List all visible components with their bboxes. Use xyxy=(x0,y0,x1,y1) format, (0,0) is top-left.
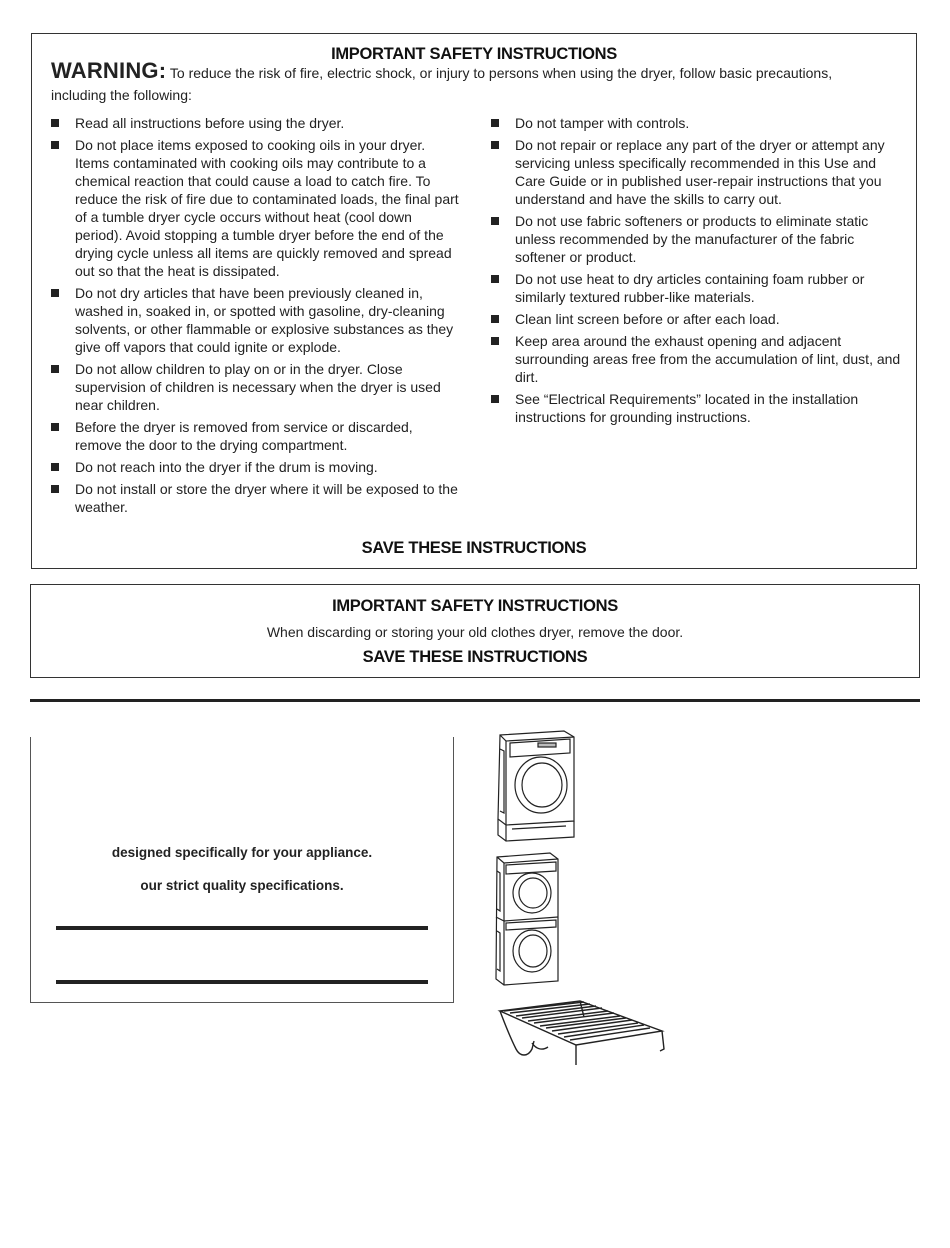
bullet-square-icon xyxy=(51,141,59,149)
parts-line-2: our strict quality specifications. xyxy=(140,878,344,893)
bullet-square-icon xyxy=(491,315,499,323)
parts-box xyxy=(30,737,454,1003)
list-item: See “Electrical Requirements” located in the installation instructions for grounding instructions. xyxy=(491,390,901,426)
list-item: Do not allow children to play on or in the dryer. Close supervision of children is necessary when the dryer is used near children. xyxy=(51,360,461,414)
list-item: Read all instructions before using the dryer. xyxy=(51,114,461,132)
parts-line-1: designed specifically for your appliance. xyxy=(111,845,373,860)
discard-title: IMPORTANT SAFETY INSTRUCTIONS xyxy=(332,597,618,615)
bullet-square-icon xyxy=(51,463,59,471)
safety-title: IMPORTANT SAFETY INSTRUCTIONS xyxy=(331,45,617,63)
discard-text: When discarding or storing your old clothes dryer, remove the door. xyxy=(266,624,684,640)
warning-statement xyxy=(51,58,906,83)
bullet-square-icon xyxy=(491,395,499,403)
safety-list-right xyxy=(491,114,901,430)
blank-line xyxy=(56,926,428,930)
discard-footer: SAVE THESE INSTRUCTIONS xyxy=(362,648,588,666)
list-item: Do not dry articles that have been previously cleaned in, washed in, soaked in, or spotted with gasoline, dry-cleaning solvents, or other flammable or explosive substances as they give off vapors that could ignite or explode. xyxy=(51,284,461,356)
warning-text: To reduce the risk of fire, electric shock, or injury to persons when using the dryer, follow basic precautions, xyxy=(169,65,833,81)
list-item: Do not tamper with controls. xyxy=(491,114,901,132)
save-instructions-footer: SAVE THESE INSTRUCTIONS xyxy=(361,539,587,557)
list-item: Keep area around the exhaust opening and adjacent surrounding areas free from the accumulation of lint, dust, and dirt. xyxy=(491,332,901,386)
list-item: Do not use fabric softeners or products to eliminate static unless recommended by the manufacturer of the fabric softener or product. xyxy=(491,212,901,266)
bullet-square-icon xyxy=(491,141,499,149)
section-divider xyxy=(30,699,920,702)
list-item: Clean lint screen before or after each load. xyxy=(491,310,901,328)
stacked-laundry-illustration xyxy=(492,851,564,987)
bullet-square-icon xyxy=(51,289,59,297)
list-item: Do not place items exposed to cooking oils in your dryer. Items contaminated with cooking oils may contribute to a chemical reaction that could cause a load to catch fire. To reduce the risk of fire due to contaminated loads, the final part of a tumble dryer cycle occurs without heat (cool down period). Avoid stopping a tumble dryer before the end of the drying cycle unless all items are quickly removed and spread out so that the heat is dissipated. xyxy=(51,136,461,280)
list-item: Do not install or store the dryer where it will be exposed to the weather. xyxy=(51,480,461,516)
warning-label: WARNING: xyxy=(51,58,167,83)
bullet-square-icon xyxy=(491,119,499,127)
list-item: Do not use heat to dry articles containing foam rubber or similarly textured rubber-like materials. xyxy=(491,270,901,306)
pedestal-dryer-illustration xyxy=(492,729,582,843)
safety-list-left xyxy=(51,114,461,520)
bullet-square-icon xyxy=(51,119,59,127)
drying-rack-illustration xyxy=(492,997,676,1073)
bullet-square-icon xyxy=(51,423,59,431)
discard-instructions-box xyxy=(30,584,920,678)
list-item: Do not reach into the dryer if the drum is moving. xyxy=(51,458,461,476)
safety-instructions-box xyxy=(31,33,917,569)
bullet-square-icon xyxy=(491,217,499,225)
list-item: Do not repair or replace any part of the dryer or attempt any servicing unless specifically recommended in this Use and Care Guide or in published user-repair instructions that you understand and have the skills to carry out. xyxy=(491,136,901,208)
bullet-square-icon xyxy=(491,275,499,283)
list-item: Before the dryer is removed from service or discarded, remove the door to the drying compartment. xyxy=(51,418,461,454)
bullet-square-icon xyxy=(51,365,59,373)
blank-line xyxy=(56,980,428,984)
bullet-square-icon xyxy=(491,337,499,345)
bullet-square-icon xyxy=(51,485,59,493)
warning-text-continued: including the following: xyxy=(51,87,192,103)
